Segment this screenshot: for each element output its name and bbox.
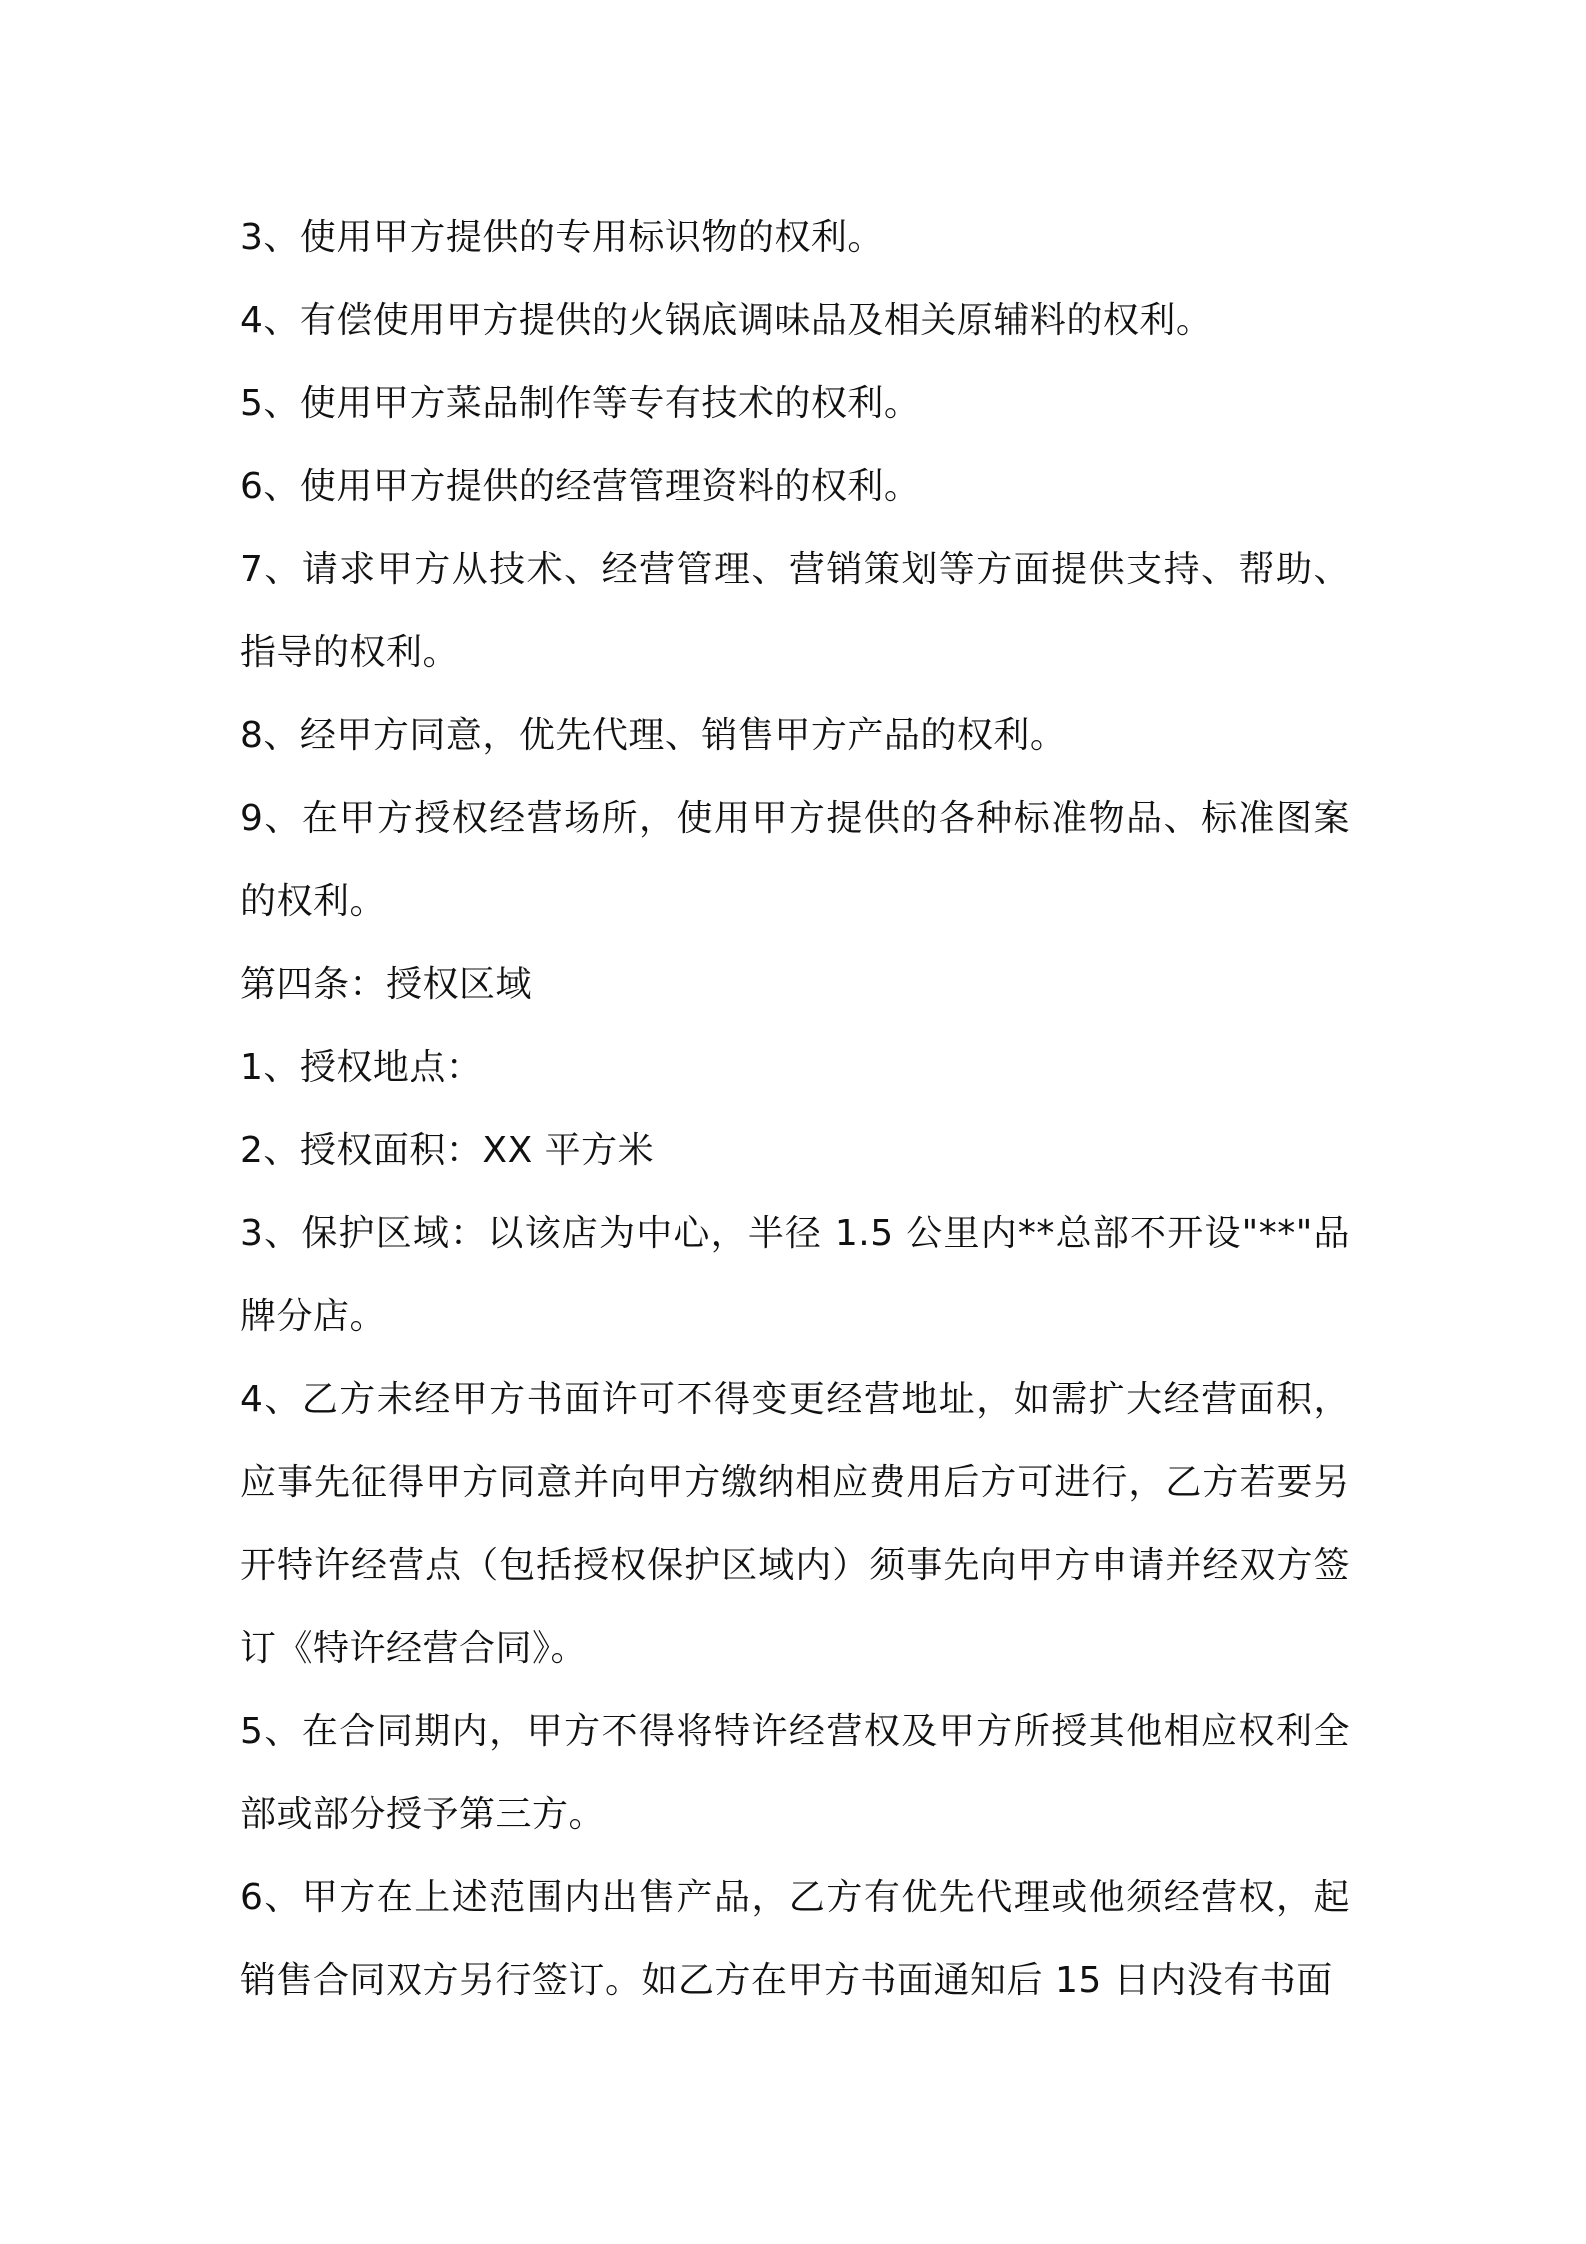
section-heading-article-4: 第四条：授权区域 — [240, 964, 533, 1005]
paragraph-area-5: 5、在合同期内，甲方不得将特许经营权及甲方所授其他相应权利全部或部分授予第三方。 — [240, 1711, 1350, 1835]
paragraph-area-6: 6、甲方在上述范围内出售产品，乙方有优先代理或他须经营权，起销售合同双方另行签订。如乙方在甲方书面通知后 15 日内没有书面 — [240, 1877, 1350, 2001]
document-body — [240, 196, 1350, 2022]
paragraph-right-8: 8、经甲方同意，优先代理、销售甲方产品的权利。 — [240, 715, 1067, 756]
paragraph-right-5: 5、使用甲方菜品制作等专有技术的权利。 — [240, 383, 921, 424]
paragraph-area-3: 3、保护区域：以该店为中心，半径 1.5 公里内**总部不开设"**"品牌分店。 — [240, 1213, 1350, 1337]
paragraph-right-9: 9、在甲方授权经营场所，使用甲方提供的各种标准物品、标准图案的权利。 — [240, 798, 1350, 922]
paragraph-right-6: 6、使用甲方提供的经营管理资料的权利。 — [240, 466, 921, 507]
paragraph-area-4: 4、乙方未经甲方书面许可不得变更经营地址，如需扩大经营面积，应事先征得甲方同意并向甲方缴纳相应费用后方可进行，乙方若要另开特许经营点（包括授权保护区域内）须事先向甲方申请并经双方签订《特许经营合同》。 — [240, 1379, 1350, 1669]
paragraph-area-2: 2、授权面积：XX 平方米 — [240, 1130, 655, 1171]
paragraph-right-3: 3、使用甲方提供的专用标识物的权利。 — [240, 217, 884, 258]
paragraph-right-4: 4、有偿使用甲方提供的火锅底调味品及相关原辅料的权利。 — [240, 300, 1213, 341]
paragraph-area-1: 1、授权地点： — [240, 1047, 483, 1088]
paragraph-right-7: 7、请求甲方从技术、经营管理、营销策划等方面提供支持、帮助、指导的权利。 — [240, 549, 1350, 673]
